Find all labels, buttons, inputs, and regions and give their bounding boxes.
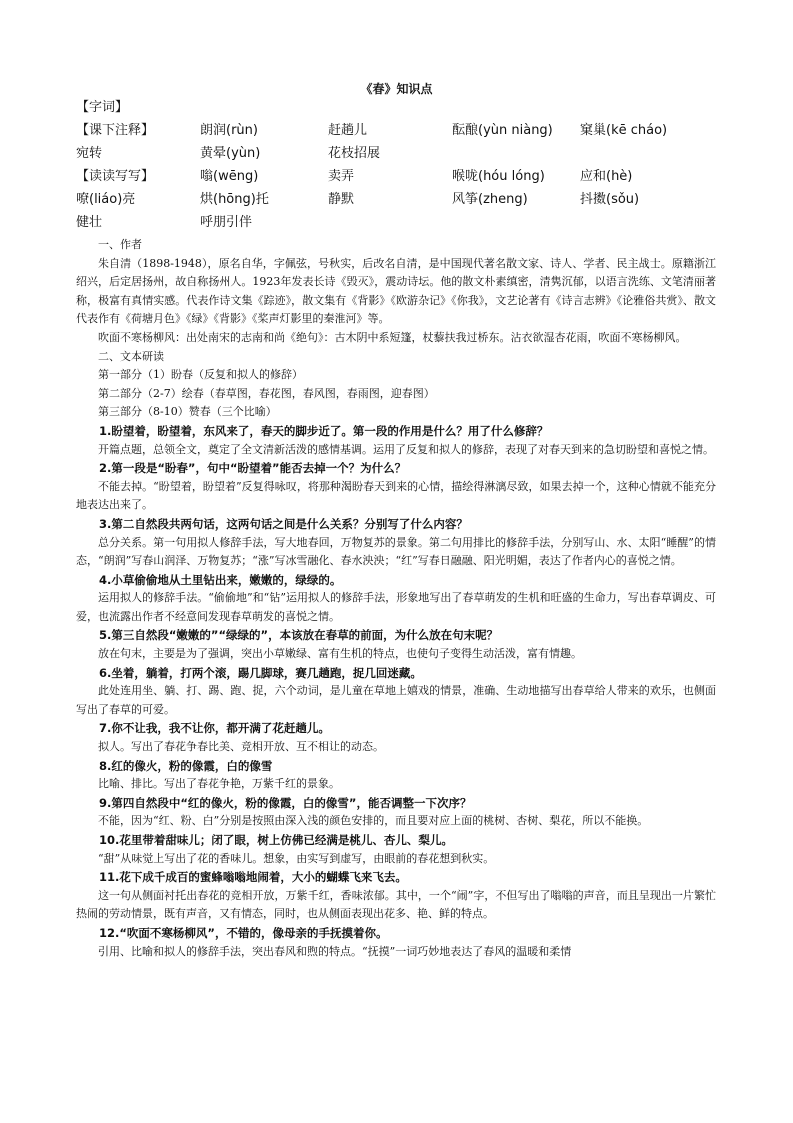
vocab-row xyxy=(76,138,726,161)
question-text: 12.“吹面不寒杨柳风”，不错的，像母亲的手抚摸着你。 xyxy=(99,925,388,940)
answer-text: 放在句末，主要是为了强调，突出小草嫩绿、富有生机的特点，也使句子变得生动活泼，富有情趣。 xyxy=(98,647,582,661)
answer-text: 此处连用坐、躺、打、踢、跑、捉，六个动词，是儿童在草地上嬉戏的情景，准确、生动地描写出春草给人带来的欢乐，也侧面写出了春草的可爱。 xyxy=(76,684,716,716)
question-text: 1.盼望着，盼望着，东风来了，春天的脚步近了。第一段的作用是什么？用了什么修辞？ xyxy=(99,423,549,438)
question-text: 8.红的像火，粉的像霞，白的像雪 xyxy=(99,758,273,773)
page-title: 《春》知识点 xyxy=(360,82,433,96)
vocab-cell: 嘹(liáo)亮 xyxy=(76,192,136,207)
vocab-cell: 窠巢(kē cháo) xyxy=(580,123,668,138)
vocab-heading-row xyxy=(76,92,726,115)
answer-text: 不能，因为“红、粉、白”分别是按照由深入浅的颜色安排的，而且要对应上面的桃树、杏树、梨花，所以不能换。 xyxy=(98,814,649,828)
question-text: 11.花下成千成百的蜜蜂嗡嗡地闹着，大小的蝴蝶飞来飞去。 xyxy=(99,870,407,885)
vocab-row xyxy=(76,184,726,207)
vocab-cell: 酝酿(yùn niàng) xyxy=(452,123,553,138)
question-text: 10.花里带着甜味儿；闭了眼，树上仿佛已经满是桃儿、杏儿、梨儿。 xyxy=(99,833,453,847)
main-content xyxy=(76,236,716,961)
author-paragraph: 朱自清（1898-1948），原名自华，字佩弦，号秋实，后改名自清，是中国现代著名散文家、诗人、学者、民主战士。原籍浙江绍兴，后定居扬州，故自称扬州人。1923年发表长诗《毁灭》，震动诗坛。他的散文朴素缜密，清隽沉郁，以语言洗练、文笔清丽著称，极富有真情实感。代表作诗文集《踪迹》，散文集有《背影》《欧游杂记》《你我》，文艺论著有《诗言志辨》《论雅俗共赏》、散文代表作有《荷塘月色》《绿》《背影》《桨声灯影里的秦淮河》等。 xyxy=(76,256,716,326)
vocab-row xyxy=(76,161,726,184)
vocab-cell: 嗡(wēng) xyxy=(200,169,259,184)
structure-part: 第一部分（1）盼春（反复和拟人的修辞） xyxy=(98,368,303,382)
vocab-cell: 喉咙(hóu lóng) xyxy=(452,169,545,184)
question-text: 7.你不让我，我不让你，都开满了花赶趟儿。 xyxy=(99,721,330,736)
poem-source-paragraph: 吹面不寒杨柳风：出处南宋的志南和尚《绝句》：古木阴中系短篷，杖藜扶我过桥东。沾衣欲湿杏花雨，吹面不寒杨柳风。 xyxy=(98,330,687,344)
vocab-row xyxy=(76,207,726,230)
answer-text: 不能去掉。“盼望着，盼望着”反复得咏叹，将那种渴盼春天到来的心情，描绘得淋漓尽致，如果去掉一个，这种心情就不能充分地表达出来了。 xyxy=(76,479,716,512)
vocab-cell: 花枝招展 xyxy=(328,146,381,161)
section-heading-author: 一、作者 xyxy=(98,238,142,251)
vocab-cell: 应和(hè) xyxy=(580,169,633,184)
vocab-heading: 【字词】 xyxy=(76,100,129,115)
answer-text: 运用拟人的修辞手法。“偷偷地”和“钻”运用拟人的修辞手法，形象地写出了春草萌发的生机和旺盛的生命力，写出春草调皮、可爱，也流露出作者不经意间发现春草萌发的喜悦之情。 xyxy=(76,591,716,623)
vocab-cell: 宛转 xyxy=(76,146,103,161)
question-text: 5.第三自然段“嫩嫩的”“绿绿的”，本该放在春草的前面，为什么放在句末呢？ xyxy=(99,628,499,643)
question-text: 3.第二自然段共两句话，这两句话之间是什么关系？分别写了什么内容？ xyxy=(99,516,468,531)
vocab-cell: 风筝(zheng) xyxy=(452,192,528,207)
vocab-row xyxy=(76,115,726,138)
answer-text: 比喻、排比。写出了春花争艳，万紫千红的景象。 xyxy=(98,777,340,791)
structure-part: 第二部分（2-7）绘春（春草图，春花图，春风图，春雨图，迎春图） xyxy=(98,386,435,400)
vocab-cell: 烘(hōng)托 xyxy=(200,192,269,207)
vocab-cell: 【课下注释】 xyxy=(76,123,155,138)
question-text: 4.小草偷偷地从土里钻出来，嫩嫩的，绿绿的。 xyxy=(99,572,342,587)
answer-text: 开篇点题，总领全文，奠定了全文清新活泼的感情基调。运用了反复和拟人的修辞，表现了对春天到来的急切盼望和喜悦之情。 xyxy=(98,442,714,456)
answer-text: 这一句从侧面衬托出春花的竞相开放，万紫千红，香味浓郁。其中，一个“闹”字，不但写出了嗡嗡的声音，而且呈现出一片繁忙热闹的劳动情景，既有声音，又有情态，同时，也从侧面表现出花多、艳、鲜的特点。 xyxy=(76,888,716,921)
answer-text: 总分关系。第一句用拟人修辞手法，写大地春回，万物复苏的景象。第二句用排比的修辞手法，分别写山、水、太阳“睡醒”的情态，“朗润”写春山润泽、万物复苏；“涨”写冰雪融化、春水泱泱；“红”写春日融融、阳光明媚，表达了作者内心的喜悦之情。 xyxy=(76,535,716,568)
question-text: 2.第一段是“盼春”，句中“盼望着”能否去掉一个？为什么？ xyxy=(99,461,407,476)
vocab-cell: 卖弄 xyxy=(328,169,355,184)
vocab-cell: 赶趟儿 xyxy=(328,123,368,138)
vocab-cell: 黄晕(yùn) xyxy=(200,146,261,161)
vocab-cell: 朗润(rùn) xyxy=(200,123,258,138)
question-text: 9.第四自然段中“红的像火，粉的像霞，白的像雪”，能否调整一下次序？ xyxy=(99,795,472,810)
structure-part: 第三部分（8-10）赞春（三个比喻） xyxy=(98,405,277,419)
vocab-cell: 抖擞(sǒu) xyxy=(580,192,640,207)
vocab-cell: 静默 xyxy=(328,192,355,207)
question-text: 6.坐着，躺着，打两个滚，踢几脚球，赛几趟跑，捉几回迷藏。 xyxy=(99,665,422,680)
answer-text: “甜”从味觉上写出了花的香味儿。想象，由实写到虚写，由眼前的春花想到秋实。 xyxy=(98,851,495,865)
vocabulary-section xyxy=(76,92,726,230)
vocab-cell: 【读读写写】 xyxy=(76,169,155,184)
vocab-cell: 呼朋引伴 xyxy=(200,215,253,230)
answer-text: 引用、比喻和拟人的修辞手法，突出春风和煦的特点。“抚摸”一词巧妙地表达了春风的温暖和柔情 xyxy=(98,944,572,958)
vocab-cell: 健壮 xyxy=(76,215,103,230)
section-heading-text-study: 二、文本研读 xyxy=(98,349,164,363)
answer-text: 拟人。写出了春花争春比美、竞相开放、互不相让的动态。 xyxy=(98,740,384,754)
